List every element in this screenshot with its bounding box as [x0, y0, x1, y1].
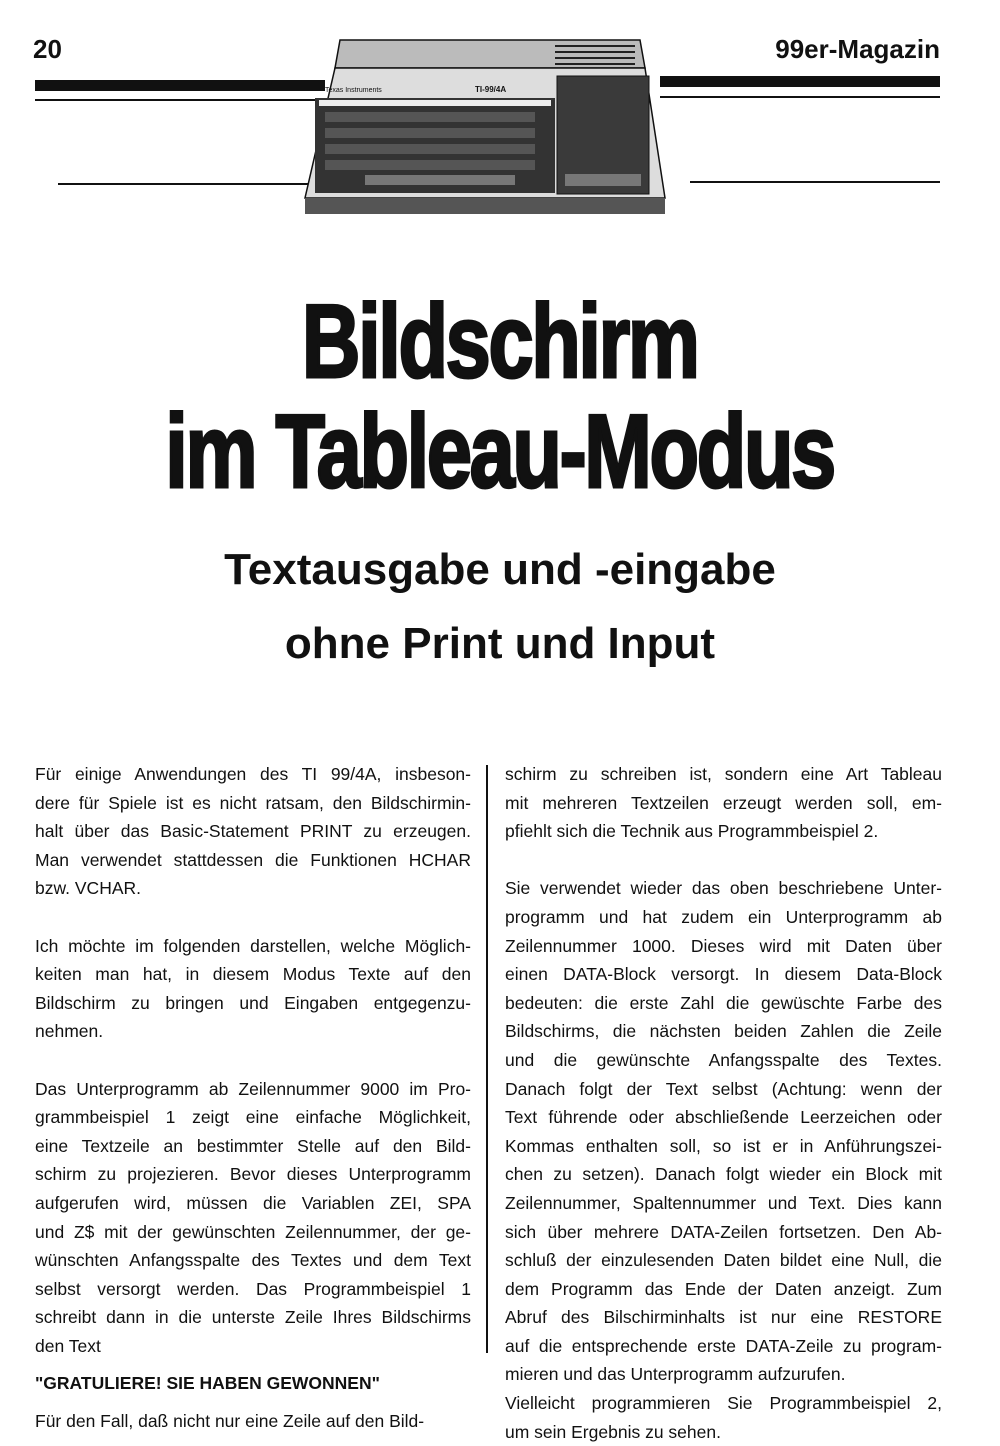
text-line: schluß der einzulesenden Daten bildet eine Null, die: [505, 1250, 942, 1271]
text-line: sich über mehrere DATA-Zeilen fortsetzen. Den Ab-: [505, 1221, 942, 1242]
header-thin-rule-left: [35, 99, 325, 101]
header-thick-rule-left: [35, 80, 325, 91]
text-line: grammbeispiel 1 zeigt eine einfache Möglichkeit,: [35, 1107, 471, 1128]
subtitle-line-2: ohne Print und Input: [284, 619, 716, 668]
title-text-2: im Tableau-Modus: [165, 394, 835, 510]
text-line: dem Programm das Ende der Daten anzeigt. Zum: [505, 1278, 942, 1299]
right-column: [505, 760, 942, 1446]
paragraph: [35, 1075, 471, 1361]
text-line: aufgerufen wird, müssen die Variablen ZEI, SPA: [35, 1192, 471, 1213]
text-line: den Text: [35, 1335, 101, 1356]
text-line: Man verwendet stattdessen die Funktionen HCHAR: [35, 849, 471, 870]
text-line: Für den Fall, daß nicht nur eine Zeile auf den Bild-: [35, 1411, 425, 1432]
text-line: Bildschirm zu bringen und Eingaben entgegenzu-: [35, 992, 471, 1013]
text-line: Danach folgt der Text selbst (Achtung: wenn der: [505, 1078, 942, 1099]
article-title-line-2: [0, 394, 1000, 510]
text-line: eine Textzeile an bestimmter Stelle auf den Bild-: [35, 1135, 471, 1156]
text-line: selbst versorgt werden. Das Programmbeispiel 1: [35, 1278, 471, 1299]
paragraph: [505, 760, 942, 846]
quoted-text: "GRATULIERE! SIE HABEN GEWONNEN": [35, 1373, 380, 1394]
text-line: Sie verwendet wieder das oben beschriebene Unter-: [505, 878, 942, 899]
paragraph-gap: [35, 1046, 471, 1075]
paragraph: [35, 932, 471, 1046]
svg-text:TI-99/4A: TI-99/4A: [475, 85, 507, 94]
text-line: mit mehreren Textzeilen erzeugt werden soll, em-: [505, 792, 942, 813]
paragraph: [505, 874, 942, 1389]
text-line: programm und hat zudem ein Unterprogramm ab: [505, 906, 942, 927]
header-thin-rule-right: [660, 96, 940, 98]
paragraph: [35, 1407, 471, 1436]
text-line: schirm zu schreiben ist, sondern eine Art Tableau: [505, 764, 942, 784]
text-line: und die gewünschte Anfangsspalte des Textes.: [505, 1049, 942, 1070]
text-line: Zeilennummer, Spaltennummer und Text. Dies kann: [505, 1192, 942, 1213]
text-line: schreibt dann in die unterste Zeile Ihres Bildschirms: [35, 1307, 471, 1328]
text-line: wünschten Anfangsspalte des Textes und dem Text: [35, 1250, 471, 1271]
text-line: auf die entsprechende erste DATA-Zeile zu program-: [505, 1335, 942, 1356]
article-title-line-1: [0, 284, 1000, 400]
text-line: keiten man hat, in diesem Modus Texte auf den: [35, 964, 471, 985]
text-line: Abruf des Bilschirminhalts ist nur eine RESTORE: [505, 1307, 942, 1328]
text-line: Für einige Anwendungen des TI 99/4A, insbeson-: [35, 764, 471, 784]
text-line: chen zu setzen). Danach folgt wieder ein Block mit: [505, 1164, 942, 1185]
text-line: mieren und das Unterprogramm aufzurufen.: [505, 1364, 846, 1385]
text-line: bedeuten: die erste Zahl die gewüschte Farbe des: [505, 992, 942, 1013]
subtitle-line-1: Textausgabe und -eingabe: [224, 545, 776, 594]
page-number: 20: [33, 34, 62, 64]
header-thick-rule-right: [660, 76, 940, 87]
paragraph-gap: [35, 903, 471, 932]
text-line: schirm zu projezieren. Bevor dieses Unterprogramm: [35, 1164, 471, 1185]
svg-text:Texas Instruments: Texas Instruments: [325, 87, 382, 94]
text-line: Vielleicht programmieren Sie Programmbeispiel 2,: [505, 1393, 942, 1414]
text-line: nehmen.: [35, 1021, 104, 1042]
text-line: Das Unterprogramm ab Zeilennummer 9000 im Pro-: [35, 1078, 471, 1099]
text-line: und Z$ mit der gewünschten Zeilennummer, der ge-: [35, 1221, 471, 1242]
paragraph: [505, 1389, 942, 1446]
magazine-name: 99er-Magazin: [775, 34, 940, 64]
lower-rule-right: [690, 181, 940, 183]
text-line: um sein Ergebnis zu sehen.: [505, 1421, 721, 1442]
text-line: Text führende oder abschließende Leerzeichen oder: [505, 1107, 942, 1128]
text-line: einen DATA-Block versorgt. In diesem Data-Block: [505, 964, 942, 985]
text-line: Zeilennummer 1000. Dieses wird mit Daten über: [505, 935, 942, 956]
text-line: Bildschirms, die nächsten beiden Zahlen die Zeile: [505, 1021, 942, 1042]
left-column: [35, 760, 471, 1436]
text-line: pfiehlt sich die Technik aus Programmbeispiel 2.: [505, 821, 879, 842]
paragraph-gap: [505, 846, 942, 875]
paragraph: [35, 760, 471, 903]
column-divider: [486, 765, 488, 1353]
text-line: halt über das Basic-Statement PRINT zu erzeugen.: [35, 821, 471, 842]
text-line: bzw. VCHAR.: [35, 878, 141, 899]
lower-rule-left: [58, 183, 308, 185]
title-text-1: Bildschirm: [302, 284, 698, 400]
text-line: dere für Spiele ist es nicht ratsam, den Bildschirmin-: [35, 792, 471, 813]
computer-illustration: [295, 38, 687, 216]
text-line: Kommas enthalten soll, so ist er in Anführungszei-: [505, 1135, 942, 1156]
text-line: Ich möchte im folgenden darstellen, welche Möglich-: [35, 935, 471, 956]
